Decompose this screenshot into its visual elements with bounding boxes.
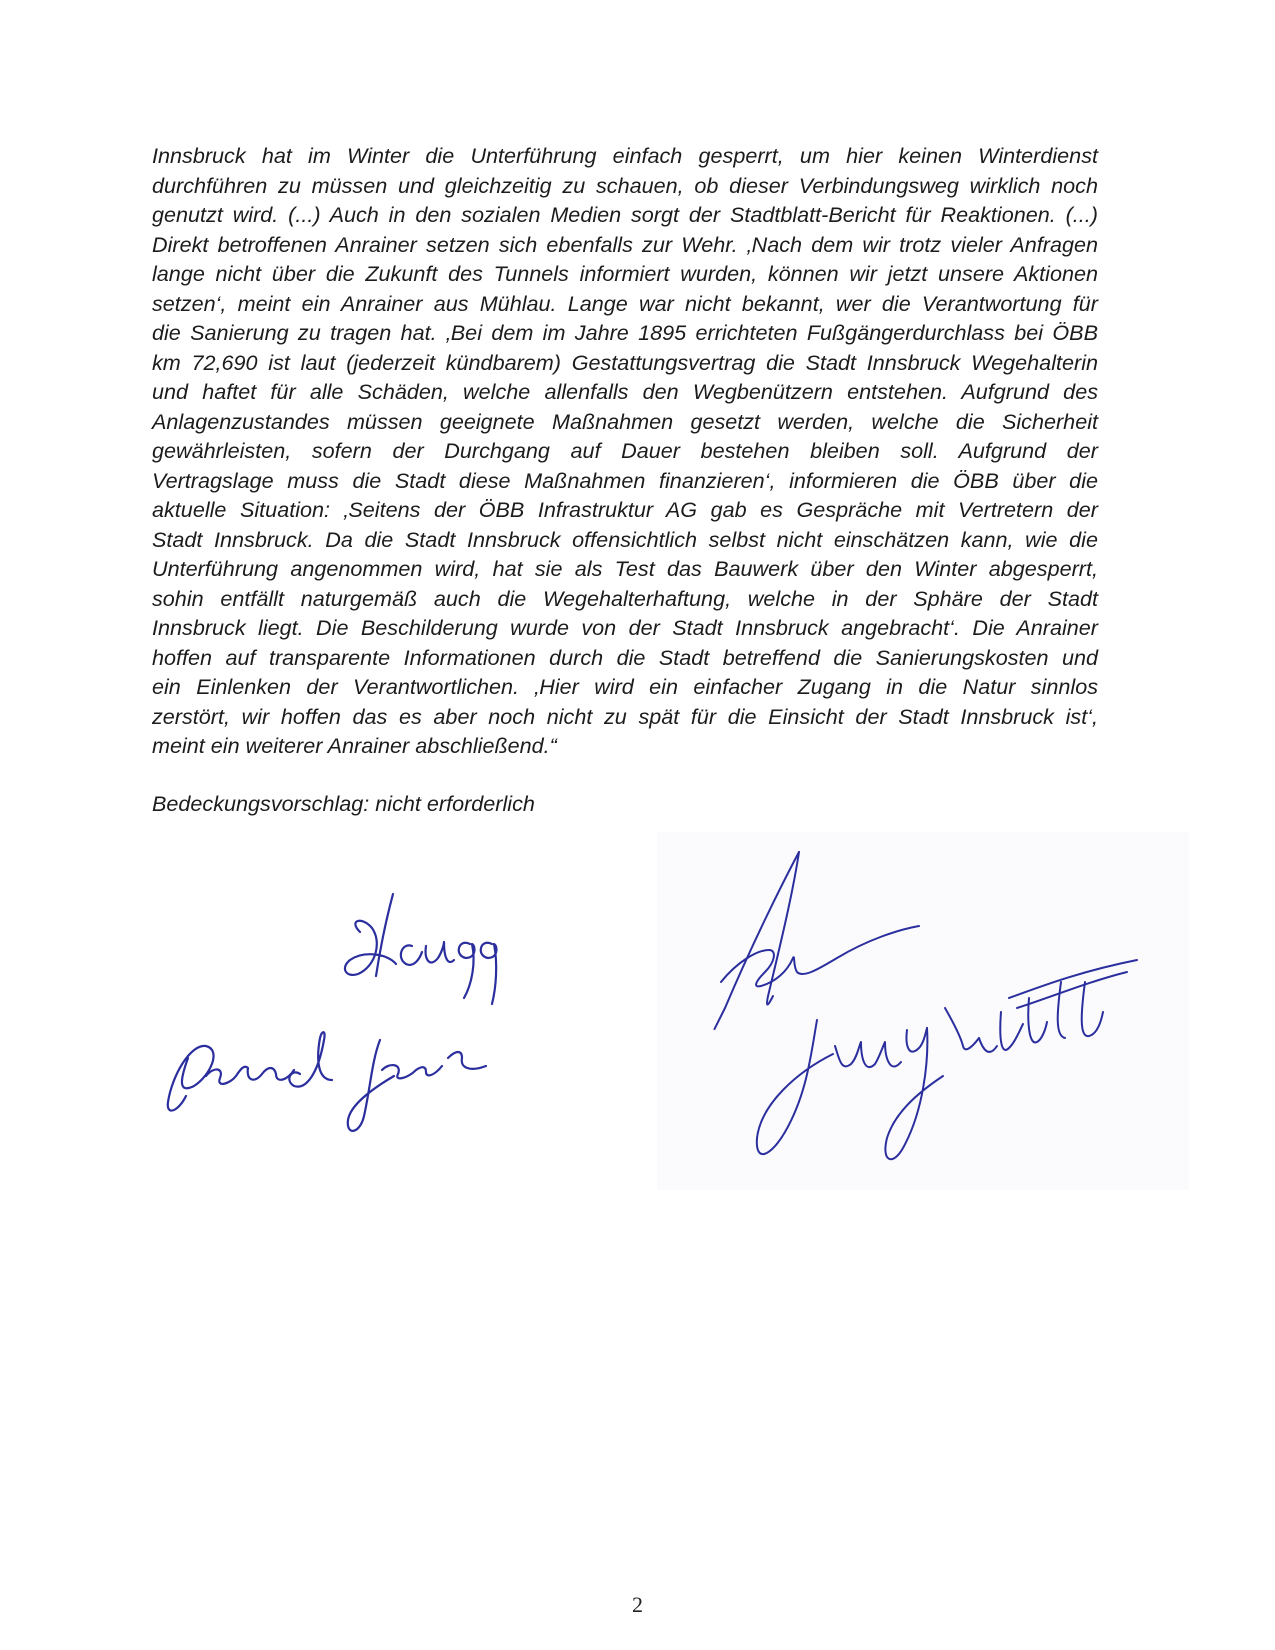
text-line: sohin entfällt naturgemäß auch die Wegehalterhaftung, welche in der Sphäre der Stadt [152,585,1098,611]
text-line: meint ein weiterer Anrainer abschließend.“ [152,733,557,758]
text-line: Stadt Innsbruck. Da die Stadt Innsbruck offensichtlich selbst nicht einschätzen kann, wie die [152,526,1098,552]
page-number: 2 [632,1592,643,1617]
text-line: setzen‘, meint ein Anrainer aus Mühlau. Lange war nicht bekannt, wer die Verantwortung für [152,290,1098,316]
text-line: Unterführung angenommen wird, hat sie als Test das Bauwerk über den Winter abgesperrt, [152,556,1098,581]
text-line: gewährleisten, sofern der Durchgang auf Dauer bestehen bleiben soll. Aufgrund der [152,438,1098,463]
signature-left [150,880,550,1140]
text-line: aktuelle Situation: ‚Seitens der ÖBB Infrastruktur AG gab es Gespräche mit Vertretern der [152,497,1098,522]
text-line: zerstört, wir hoffen das es aber noch nicht zu spät für die Einsicht der Stadt Innsbruck ist‘, [152,703,1098,729]
text-line: Innsbruck liegt. Die Beschilderung wurde von der Stadt Innsbruck angebracht‘. Die Anrainer [152,615,1098,640]
signature-right [657,832,1189,1190]
text-line: km 72,690 ist laut (jederzeit kündbarem) Gestattungsvertrag die Stadt Innsbruck Wegehalterin [152,349,1098,375]
text-line: die Sanierung zu tragen hat. ‚Bei dem im Jahre 1895 errichteten Fußgängerdurchlass bei ÖBB [152,320,1098,345]
text-line: durchführen zu müssen und gleichzeitig zu schauen, ob dieser Verbindungsweg wirklich noch [152,172,1098,198]
text-line: und haftet für alle Schäden, welche allenfalls den Wegbenützern entstehen. Aufgrund des [152,379,1098,404]
text-line: Anlagenzustandes müssen geeignete Maßnahmen gesetzt werden, welche die Sicherheit [152,408,1098,434]
body-text [152,141,1098,761]
funding-proposal: Bedeckungsvorschlag: nicht erforderlich [152,791,535,816]
text-line: genutzt wird. (...) Auch in den sozialen Medien sorgt der Stadtblatt-Bericht für Reaktionen. (...) [152,202,1098,227]
text-line: hoffen auf transparente Informationen durch die Stadt betreffend die Sanierungskosten und [152,644,1098,670]
text-line: ein Einlenken der Verantwortlichen. ‚Hier wird ein einfacher Zugang in die Natur sinnlos [152,674,1098,699]
text-line: Vertragslage muss die Stadt diese Maßnahmen finanzieren‘, informieren die ÖBB über die [152,467,1098,493]
text-line: lange nicht über die Zukunft des Tunnels informiert wurden, können wir jetzt unsere Aktionen [152,261,1098,286]
text-line: Innsbruck hat im Winter die Unterführung einfach gesperrt, um hier keinen Winterdienst [152,143,1098,168]
text-line: Direkt betroffenen Anrainer setzen sich ebenfalls zur Wehr. ‚Nach dem wir trotz vieler Anfragen [152,231,1098,257]
